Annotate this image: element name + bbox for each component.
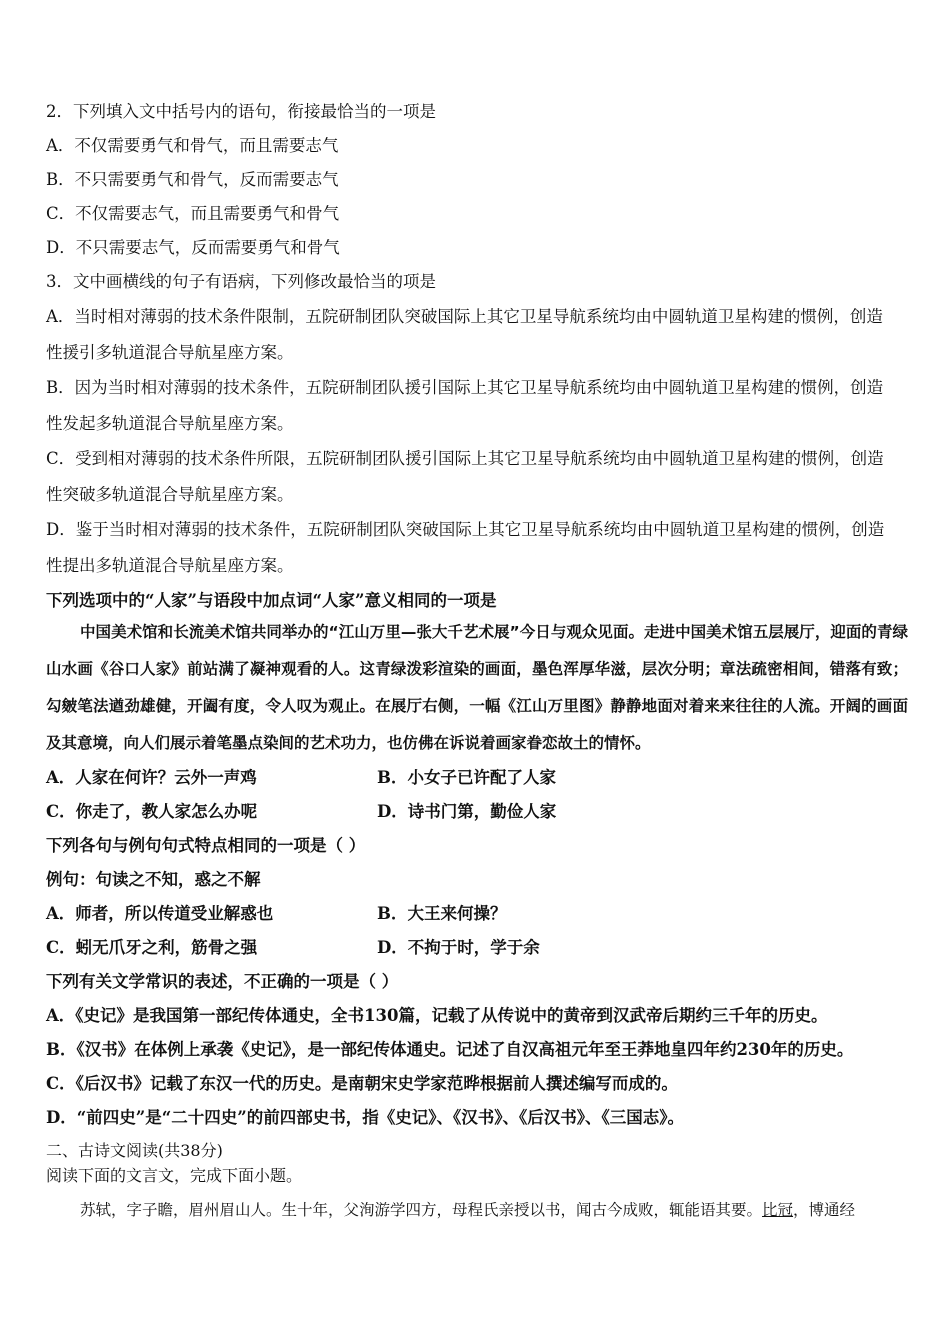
q3-option-d-line1: D．鉴于当时相对薄弱的技术条件，五院研制团队突破国际上其它卫星导航系统均由中圆轨道卫星构建的惯例，创造 [46, 520, 885, 539]
section-2-instruction: 阅读下面的文言文，完成下面小题。 [46, 1166, 303, 1185]
q4-option-d: D．诗书门第，勤俭人家 [377, 802, 557, 821]
q2-option-b: B．不只需要勇气和骨气，反而需要志气 [46, 170, 339, 189]
section-2-heading: 二、古诗文阅读(共38分) [46, 1141, 223, 1160]
question-5-stem: 下列各句与例句句式特点相同的一项是（ ） [46, 836, 366, 855]
question-4-stem: 下列选项中的“人家”与语段中加点词“人家”意义相同的一项是 [46, 591, 497, 610]
q3-option-c-line2: 性突破多轨道混合导航星座方案。 [46, 485, 294, 504]
q2-option-a: A．不仅需要勇气和骨气，而且需要志气 [46, 136, 339, 155]
q3-option-b-line1: B．因为当时相对薄弱的技术条件，五院研制团队援引国际上其它卫星导航系统均由中圆轨道卫星构建的惯例，创造 [46, 378, 884, 397]
q4-option-b: B．小女子已许配了人家 [377, 768, 556, 787]
classical-text-part1: 苏轼，字子瞻，眉州眉山人。生十年，父洵游学四方，母程氏亲授以书，闻古今成败，辄能语其要。 [80, 1201, 763, 1219]
question-5-example: 例句：句读之不知，惑之不解 [46, 870, 261, 889]
q5-option-b: B．大王来何操？ [377, 904, 507, 923]
question-3-stem: 3．文中画横线的句子有语病，下列修改最恰当的项是 [46, 272, 436, 291]
q6-option-c: C．《后汉书》记载了东汉一代的历史。是南朝宋史学家范晔根据前人撰述编写而成的。 [46, 1074, 678, 1093]
underlined-term: 比冠 [762, 1201, 794, 1219]
q2-option-c: C．不仅需要志气，而且需要勇气和骨气 [46, 204, 340, 223]
q6-option-a: A．《史记》是我国第一部纪传体通史，全书130篇，记载了从传说中的黄帝到汉武帝后期约三千年的历史。 [46, 1006, 828, 1025]
q5-option-d: D．不拘于时，学于余 [377, 938, 540, 957]
q4-option-a: A．人家在何许？云外一声鸡 [46, 768, 257, 787]
q2-option-d: D．不只需要志气，反而需要勇气和骨气 [46, 238, 340, 257]
q3-option-a-line1: A．当时相对薄弱的技术条件限制，五院研制团队突破国际上其它卫星导航系统均由中圆轨道卫星构建的惯例，创造 [46, 307, 883, 326]
q6-option-d: D．“前四史”是“二十四史”的前四部史书，指《史记》、《汉书》、《后汉书》、《三国志》。 [46, 1108, 685, 1127]
classical-text [46, 1199, 908, 1221]
q3-option-c-line1: C．受到相对薄弱的技术条件所限，五院研制团队援引国际上其它卫星导航系统均由中圆轨道卫星构建的惯例，创造 [46, 449, 884, 468]
q3-option-d-line2: 性提出多轨道混合导航星座方案。 [46, 556, 294, 575]
question-2-stem: 2．下列填入文中括号内的语句，衔接最恰当的一项是 [46, 102, 436, 121]
question-4-passage [46, 614, 908, 762]
q4-option-c: C．你走了，教人家怎么办呢 [46, 802, 258, 821]
q3-option-a-line2: 性援引多轨道混合导航星座方案。 [46, 343, 294, 362]
passage-text: 中国美术馆和长流美术馆共同举办的“江山万里—张大千艺术展”今日与观众见面。走进中国美术馆五层展厅，迎面的青绿山水画《谷口人家》前站满了凝神观看的人。这青绿泼彩渲染的画面，墨色浑厚华滋，层次分明；章法疏密相间，错落有致；勾皴笔法遒劲雄健，开阖有度，令人叹为观止。在展厅右侧，一幅《江山万里图》静静地面对着来来往往的人流。开阔的画面及其意境，向人们展示着笔墨点染间的艺术功力，也仿佛在诉说着画家眷恋故土的情怀。 [46, 623, 908, 752]
question-6-stem: 下列有关文学常识的表述，不正确的一项是（ ） [46, 972, 399, 991]
q5-option-a: A．师者，所以传道受业解惑也 [46, 904, 274, 923]
q3-option-b-line2: 性发起多轨道混合导航星座方案。 [46, 414, 294, 433]
classical-text-part2: ，博通经 [793, 1201, 856, 1219]
q5-option-c: C．蚓无爪牙之利，筋骨之强 [46, 938, 258, 957]
q6-option-b: B．《汉书》在体例上承袭《史记》，是一部纪传体通史。记述了自汉高祖元年至王莽地皇四年约230年的历史。 [46, 1040, 854, 1059]
